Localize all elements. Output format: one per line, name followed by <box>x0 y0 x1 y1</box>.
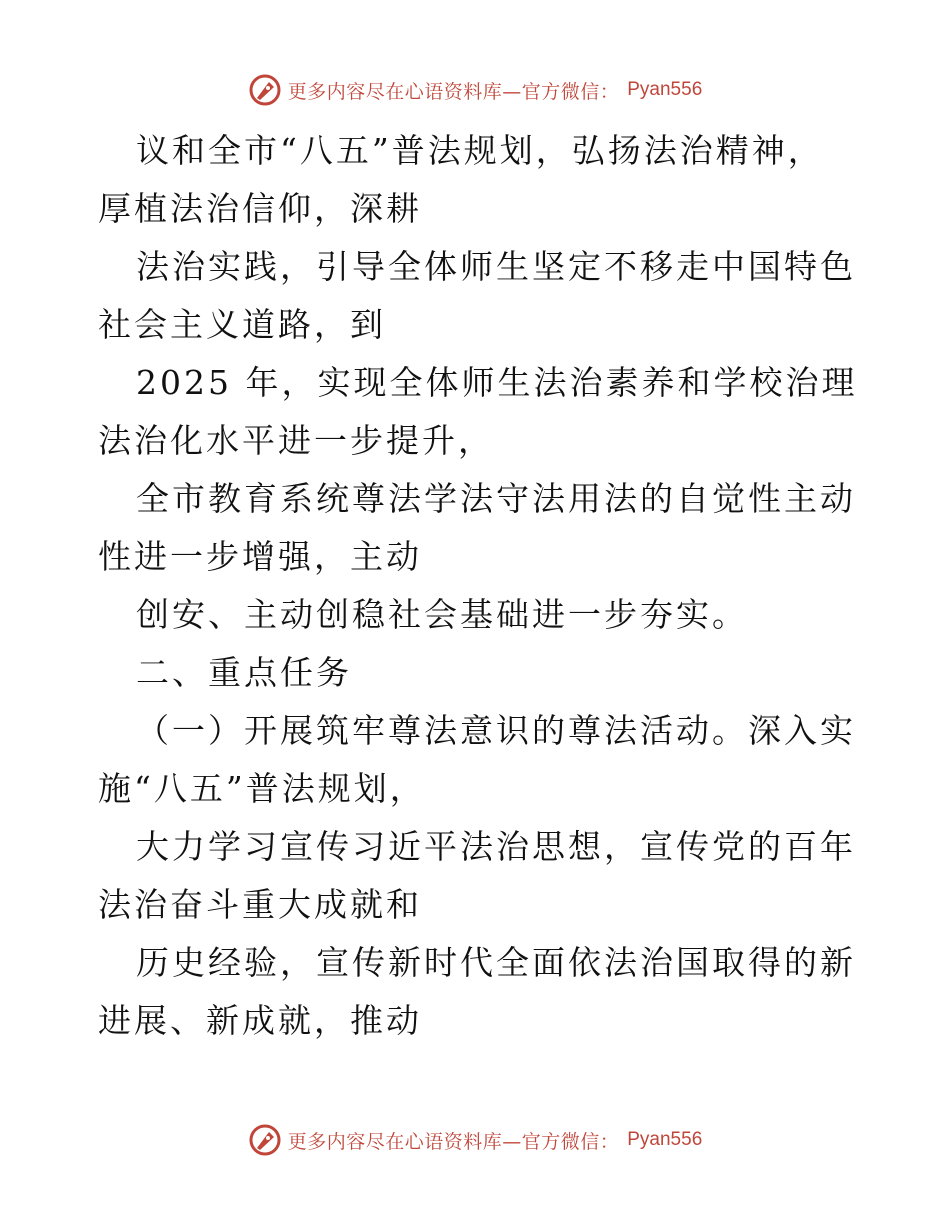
section-heading: 二、重点任务 <box>136 653 352 692</box>
paragraph: 议和全市“八五”普法规划，弘扬法治精神，厚植法治信仰，深耕 <box>98 131 824 228</box>
pen-nib-logo-icon <box>248 73 282 107</box>
header-watermark <box>0 70 950 110</box>
paragraph: （一）开展筑牢尊法意识的尊法活动。深入实施“八五”普法规划， <box>98 711 856 808</box>
watermark-text: 更多内容尽在心语资料库—官方微信： <box>287 1130 620 1153</box>
pen-nib-logo-icon <box>248 1123 282 1157</box>
paragraph: 大力学习宣传习近平法治思想，宣传党的百年法治奋斗重大成就和 <box>98 827 856 924</box>
watermark-wechat-id: Pyan556 <box>627 1129 703 1150</box>
document-body <box>98 122 858 1050</box>
watermark-text: 更多内容尽在心语资料库—官方微信： <box>287 80 620 103</box>
paragraph: 法治实践，引导全体师生坚定不移走中国特色社会主义道路，到 <box>98 247 856 344</box>
paragraph: 历史经验，宣传新时代全面依法治国取得的新进展、新成就，推动 <box>98 943 856 1040</box>
paragraph: 全市教育系统尊法学法守法用法的自觉性主动性进一步增强，主动 <box>98 479 856 576</box>
paragraph: 2025 年，实现全体师生法治素养和学校治理法治化水平进一步提升， <box>98 363 858 460</box>
paragraph: 创安、主动创稳社会基础进一步夯实。 <box>136 595 748 634</box>
watermark-wechat-id: Pyan556 <box>627 79 703 100</box>
footer-watermark <box>0 1120 950 1160</box>
